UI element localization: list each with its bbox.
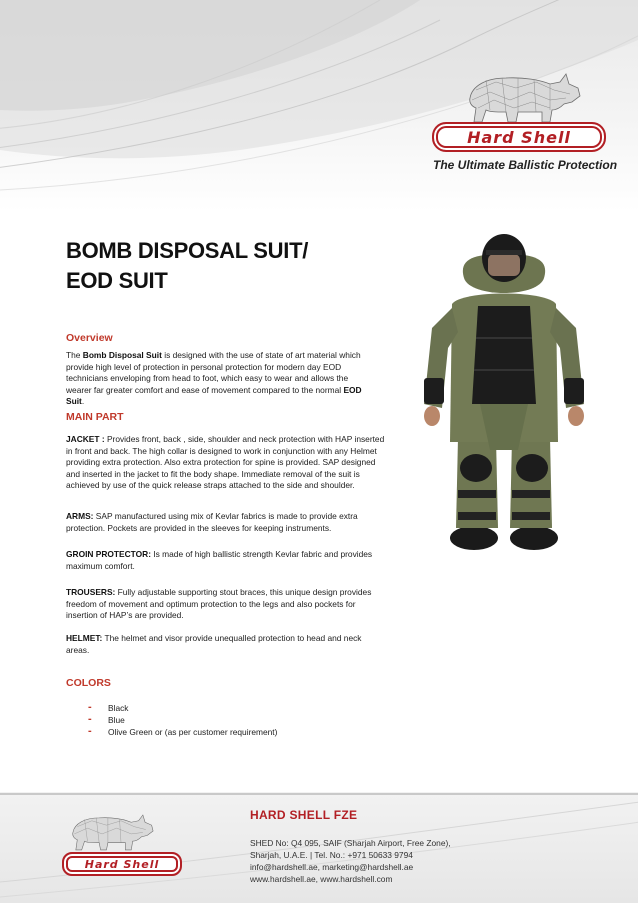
rhino-mesh-icon [466,68,584,124]
footer-company-name: HARD SHELL FZE [250,808,358,822]
colors-list [88,702,277,738]
main-part-heading: MAIN PART [66,411,124,423]
trousers-label: TROUSERS: [66,587,116,597]
jacket-label: JACKET : [66,434,105,444]
arms-description [66,511,386,534]
page-title [66,236,308,296]
overview-heading: Overview [66,332,113,344]
overview-text [66,350,376,408]
jacket-description [66,434,386,492]
arms-text: SAP manufactured using mix of Kevlar fabrics is made to provide extra protection. Pockets are provided in the sleeves for keeping instruments. [66,511,358,533]
groin-protector-text: Is made of high ballistic strength Kevlar fabric and provides maximum comfort. [66,549,373,571]
footer-address-line-2: Sharjah, U.A.E. | Tel. No.: +971 50633 9794 [250,850,413,860]
footer-divider [0,793,638,795]
colors-heading: COLORS [66,677,111,689]
overview-text-part: is designed with the use of state of art material which provide high level of protection in personal protection for modern day EOD technicians enveloping from head to foot, which easy to wear and allows the wearer far greater comfort and ease of movement compared to the normal [66,350,361,395]
footer-brand-logo-badge [62,852,182,876]
overview-text-part: The [66,350,83,360]
rhino-mesh-icon [70,810,156,852]
groin-protector-label: GROIN PROTECTOR: [66,549,151,559]
title-line-1: BOMB DISPOSAL SUIT/ [66,238,309,263]
helmet-text: The helmet and visor provide unequalled protection to head and neck areas. [66,633,362,655]
eod-suit-image [418,228,590,556]
color-item: - Black [88,702,277,714]
overview-bold-product: Bomb Disposal Suit [82,350,162,360]
trousers-description [66,587,386,622]
brand-tagline: The Ultimate Ballistic Protection [433,158,618,172]
trousers-text: Fully adjustable supporting stout braces, this unique design provides freedom of movement and optimum protection to the legs and also pockets for insertion of HAP’s are provided. [66,587,372,620]
groin-protector-description [66,549,386,572]
overview-text-part: . [81,396,85,406]
brand-logo-badge [432,122,606,152]
helmet-description [66,633,386,656]
overview-bold-eod-suit: EOD Suit [66,384,362,406]
footer-address-line-1: SHED No: Q4 095, SAIF (Sharjah Airport, Free Zone), [250,838,451,848]
footer-email: info@hardshell.ae, marketing@hardshell.ae [250,862,414,872]
arms-label: ARMS: [66,511,94,521]
helmet-label: HELMET: [66,633,103,643]
color-item: - Blue [88,714,277,726]
footer-website: www.hardshell.ae, www.hardshell.com [250,874,393,884]
color-item: - Olive Green or (as per customer requirement) [88,726,277,738]
footer-brand-logo-text: Hard Shell [84,857,160,871]
jacket-text: Provides front, back , side, shoulder and neck protection with HAP inserted in front and back. The high collar is designed to work in conjunction with any Helmet providing extra protection. Also extra protection for spine is provided. SAP designed and inserted in the jacket to fit the body shape. Immediate removal of the suit is achieved by use of the quick release straps attached to the side and shoulder. [66,434,385,490]
brand-logo-text: Hard Shell [467,127,571,147]
title-line-2: EOD SUIT [66,268,168,293]
